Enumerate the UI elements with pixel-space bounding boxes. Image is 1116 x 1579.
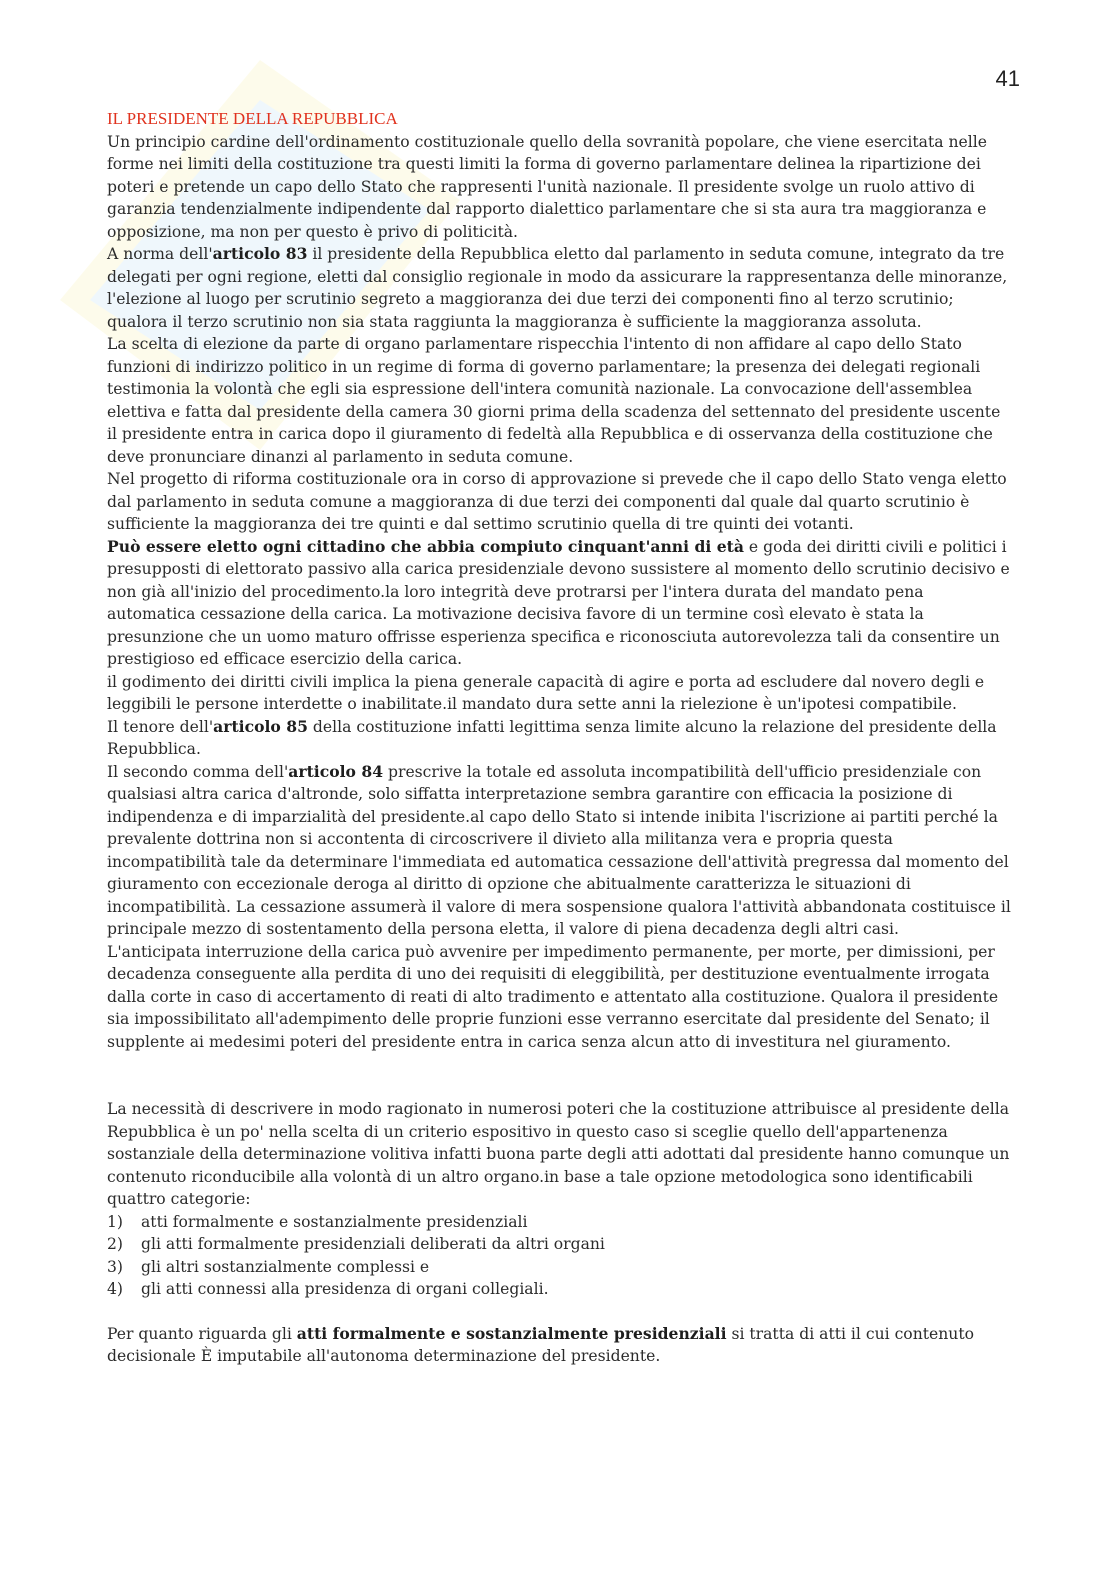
text-run: e goda dei diritti civili e politici i presupposti di elettorato passivo alla carica presidenziale devono sussistere al momento dello scrutinio decisivo e non già all'inizio del procedimento.la loro integrità deve protrarsi per l'intera durata del mandato pena automatica cessazione della carica. La motivazione decisiva favore di un termine così elevato è stata la presunzione che un uomo maturo offrisse esperienza specifica e riconosciuta autorevolezza tali da consentire un prestigioso ed efficace esercizio della carica. xyxy=(107,537,1010,668)
list-text: gli altri sostanzialmente complessi e xyxy=(141,1257,430,1276)
section-title: IL PRESIDENTE DELLA REPUBBLICA xyxy=(107,109,398,128)
bold-statement: Può essere eletto ogni cittadino che abbia compiuto cinquant'anni di età xyxy=(107,536,744,556)
text-run: Il secondo comma dell' xyxy=(107,762,289,781)
list-number: 3) xyxy=(107,1257,124,1276)
paragraph: L'anticipata interruzione della carica può avvenire per impedimento permanente, per morte, per dimissioni, per decadenza conseguente alla perdita di uno dei requisiti di eleggibilità, per destituzione eventualmente irrogata dalla corte in caso di accertamento di reati di alto tradimento e attentato alla costituzione. Qualora il presidente sia impossibilitato all'adempimento delle proprie funzioni esse verranno esercitate dal presidente del Senato; il supplente ai medesimi poteri del presidente entra in carica senza alcun atto di investitura nel giuramento. xyxy=(107,942,999,1051)
bold-reference: articolo 83 xyxy=(212,244,308,263)
bold-term: atti formalmente e sostanzialmente presidenziali xyxy=(296,1323,727,1343)
paragraph xyxy=(107,1323,1012,1368)
list-item xyxy=(107,1256,1012,1279)
paragraph: La scelta di elezione da parte di organo parlamentare rispecchia l'intento di non affidare al capo dello Stato funzioni di indirizzo politico in un regime di forma di governo parlamentare; la presenza dei delegati regionali testimonia la volontà che egli sia espressione dell'intera comunità nazionale. La convocazione dell'assemblea elettiva e fatta dal presidente della camera 30 giorni prima della scadenza del settennato del presidente uscente il presidente entra in carica dopo il giuramento di fedeltà alla Repubblica e di osservanza della costituzione che deve pronunciare dinanzi al parlamento in seduta comune. xyxy=(107,335,1001,466)
text-run: Per quanto riguarda gli xyxy=(107,1324,297,1343)
list-item xyxy=(107,1233,1012,1256)
category-list xyxy=(107,1211,1012,1301)
list-text: atti formalmente e sostanzialmente presidenziali xyxy=(141,1212,528,1231)
text-run: il presidente della Repubblica eletto dal parlamento in seduta comune, integrato da tre delegati per ogni regione, eletti dal consiglio regionale in modo da assicurare la rappresentanza delle minoranze, l'elezione al luogo per scrutinio segreto a maggioranza dei due terzi dei componenti fino al terzo scrutinio; qualora il terzo scrutinio non sia stata raggiunta la maggioranza è sufficiente la maggioranza assoluta. xyxy=(107,245,1008,331)
text-run: Il tenore dell' xyxy=(107,717,214,736)
page-number: 41 xyxy=(995,66,1020,91)
text-run: si tratta di atti il cui contenuto decisionale È imputabile all'autonoma determinazione del presidente. xyxy=(107,1324,974,1365)
bold-reference: articolo 85 xyxy=(213,716,308,736)
paragraph xyxy=(107,716,1012,761)
paragraph: il godimento dei diritti civili implica la piena generale capacità di agire e porta ad escludere dal novero degli e leggibili le persone interdette o inabilitate.il mandato dura sette anni la rielezione è un'ipotesi compatibile. xyxy=(107,672,985,713)
list-number: 1) xyxy=(107,1212,124,1231)
paragraph: Nel progetto di riforma costituzionale ora in corso di approvazione si prevede che il capo dello Stato venga eletto dal parlamento in seduta comune a maggioranza di due terzi dei componenti dal quale dal quarto scrutinio è sufficiente la maggioranza dei tre quinti e dal settimo scrutinio quella di tre quinti dei votanti. xyxy=(107,470,1007,533)
spacer xyxy=(107,1301,1012,1323)
list-text: gli atti connessi alla presidenza di organi collegiali. xyxy=(141,1280,549,1298)
list-number: 4) xyxy=(107,1280,124,1298)
list-number: 2) xyxy=(107,1235,124,1253)
list-item xyxy=(107,1278,1012,1301)
list-text: gli atti formalmente presidenziali deliberati da altri organi xyxy=(141,1235,605,1253)
list-item xyxy=(107,1211,1012,1234)
paragraph: Un principio cardine dell'ordinamento costituzionale quello della sovranità popolare, che viene esercitata nelle forme nei limiti della costituzione tra questi limiti la forma di governo parlamentare delinea la ripartizione dei poteri e pretende un capo dello Stato che rappresenti l'unità nazionale. Il presidente svolge un ruolo attivo di garanzia tendenzialmente indipendente dal rapporto dialettico parlamentare che si sta aura tra maggioranza e opposizione, ma non per questo è privo di politicità. xyxy=(107,132,987,241)
spacer xyxy=(107,1053,1012,1098)
text-run: A norma dell' xyxy=(107,245,213,263)
text-run: della costituzione infatti legittima senza limite alcuno la relazione del presidente della Repubblica. xyxy=(107,717,997,758)
bold-reference: articolo 84 xyxy=(288,761,384,781)
paragraph xyxy=(107,761,1012,941)
paragraph xyxy=(107,536,1012,671)
document-body xyxy=(107,108,1012,1368)
paragraph: La necessità di descrivere in modo ragionato in numerosi poteri che la costituzione attribuisce al presidente della Repubblica è un po' nella scelta di un criterio espositivo in questo caso si sceglie quello dell'appartenenza sostanziale della determinazione volitiva infatti buona parte degli atti adottati dal presidente hanno comunque un contenuto riconducibile alla volontà di un altro organo.in base a tale opzione metodologica sono identificabili quattro categorie: xyxy=(107,1100,1010,1208)
paragraph xyxy=(107,243,1012,333)
text-run: prescrive la totale ed assoluta incompatibilità dell'ufficio presidenziale con qualsiasi altra carica d'altronde, solo siffatta interpretazione sembra garantire con efficacia la posizione di indipendenza e di imparzialità del presidente.al capo dello Stato si intende inibita l'iscrizione ai partiti perché la prevalente dottrina non si accontenta di circoscrivere il divieto alla militanza vera e propria questa incompatibilità tale da determinare l'immediata ed automatica cessazione dell'attività pregressa dal momento del giuramento con eccezionale deroga al diritto di opzione che abitualmente caratterizza le situazioni di incompatibilità. La cessazione assumerà il valore di mera sospensione qualora l'attività abbandonata costituisce il principale mezzo di sostentamento della persona eletta, il valore di piena decadenza degli altri casi. xyxy=(107,762,1011,938)
